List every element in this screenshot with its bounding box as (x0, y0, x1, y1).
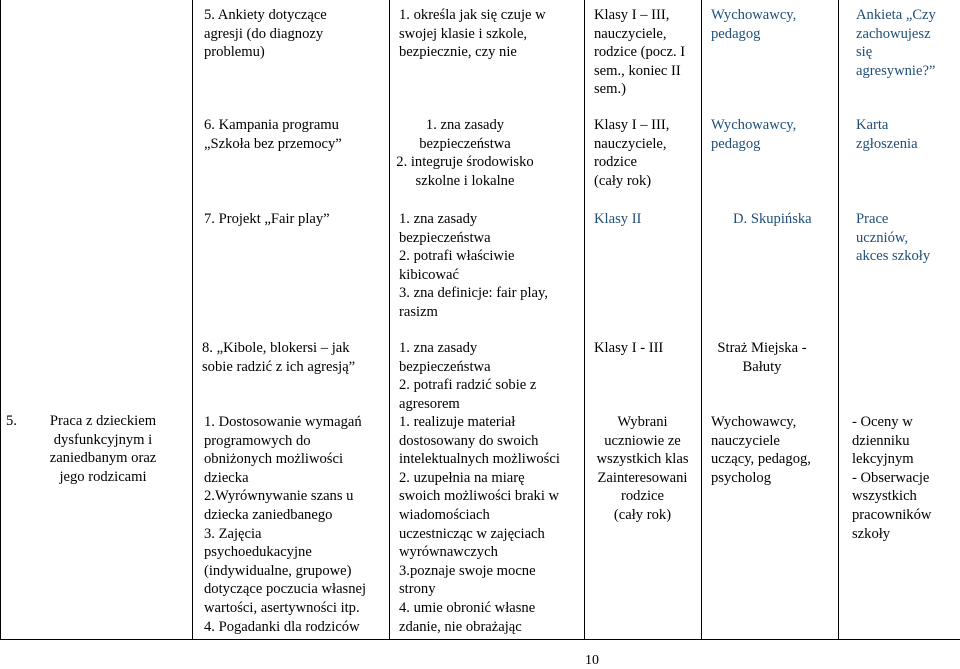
target-7-cell: Klasy II (594, 211, 642, 227)
responsible-6-cell: Wychowawcy, pedagog (711, 117, 797, 152)
table-border-bottom (0, 639, 960, 640)
page-number: 10 (585, 653, 599, 668)
task-6-cell: 6. Kampania programu „Szkoła bez przemocy” (204, 117, 342, 152)
table-border-col5 (838, 0, 839, 640)
goals-5-cell: 1. określa jak się czuje w swojej klasie i szkole, bezpiecznie, czy nie (399, 7, 546, 61)
goals-7-cell: 1. zna zasady bezpieczeństwa 2. potrafi właściwie kibicować 3. zna definicje: fair play, rasizm (399, 211, 548, 320)
table-border-left (0, 0, 1, 640)
responsible-5-cell: Wychowawcy, pedagog (711, 7, 797, 42)
responsible-7-cell: D. Skupińska (733, 211, 812, 227)
section-goals: 1. realizuje materiał dostosowany do swoich intelektualnych możliwości 2. uzupełnia na miarę swoich możliwości braki w wiadomościach uczestnicząc w zajęciach wyrównawczych 3.poznaje swoje mocne strony 4. umie obronić własne zdanie, nie obrażając (399, 414, 560, 635)
evaluation-6-cell: Karta zgłoszenia (856, 117, 918, 152)
task-8-cell: 8. „Kibole, blokersi – jak sobie radzić z ich agresją” (202, 340, 356, 375)
goals-8-cell: 1. zna zasady bezpieczeństwa 2. potrafi radzić sobie z agresorem (399, 340, 537, 412)
evaluation-7-cell: Prace uczniów, akces szkoły (856, 211, 931, 265)
goals-6-cell: 1. zna zasady bezpieczeństwa 2. integruje środowisko szkolne i lokalne (396, 117, 534, 189)
responsible-8-cell: Straż Miejska - Bałuty (717, 340, 807, 375)
section-evaluation: - Oceny w dzienniku lekcyjnym - Obserwacje wszystkich pracowników szkoły (852, 414, 932, 542)
task-7-cell: 7. Projekt „Fair play” (204, 211, 330, 227)
table-border-col2 (389, 0, 390, 640)
task-5-cell: 5. Ankiety dotyczące agresji (do diagnozy problemu) (204, 7, 327, 61)
section-responsible: Wychowawcy, nauczyciele uczący, pedagog, psycholog (711, 414, 811, 486)
evaluation-5-cell: Ankieta „Czy zachowujesz się agresywnie?” (856, 7, 936, 79)
section-target: Wybrani uczniowie ze wszystkich klas Zainteresowani rodzice (cały rok) (596, 414, 689, 523)
target-6-cell: Klasy I – III, nauczyciele, rodzice (cały rok) (594, 117, 670, 189)
table-border-col1 (192, 0, 193, 640)
section-title: Praca z dzieckiem dysfunkcyjnym i zaniedbanym oraz jego rodzicami (49, 413, 157, 485)
section-tasks: 1. Dostosowanie wymagań programowych do obniżonych możliwości dziecka 2.Wyrównywanie szans u dziecka zaniedbanego 3. Zajęcia psychoedukacyjne (indywidualne, grupowe) dotyczące poczucia własnej wartości, asertywności itp. 4. Pogadanki dla rodziców (204, 414, 367, 635)
target-8-cell: Klasy I - III (594, 340, 664, 356)
target-5-cell: Klasy I – III, nauczyciele, rodzice (pocz. I sem., koniec II sem.) (594, 7, 686, 98)
section-number: 5. (6, 413, 17, 429)
table-border-col4 (701, 0, 702, 640)
